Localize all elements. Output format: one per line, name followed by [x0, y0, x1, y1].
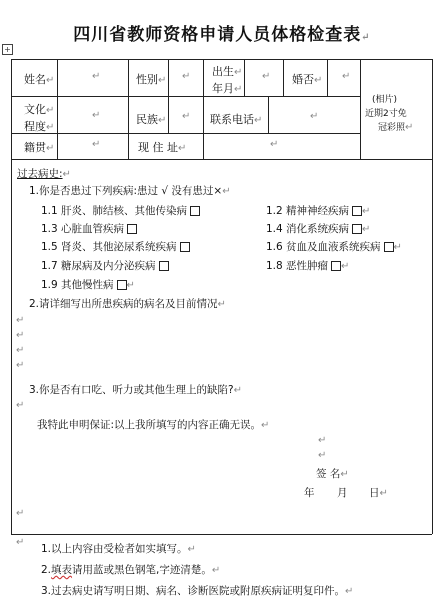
- disease-item[interactable]: 1.4 消化系统疾病 ↵: [266, 223, 371, 235]
- history-heading: 过去病史:↵: [17, 168, 71, 180]
- disease-item[interactable]: 1.5 肾炎、其他泌尿系统疾病: [41, 239, 190, 254]
- disease-item[interactable]: 1.6 贫血及血液系统疾病 ↵: [266, 241, 402, 253]
- proofing-underline: 填表: [51, 564, 73, 576]
- checkbox[interactable]: [190, 206, 200, 216]
- name-value[interactable]: ↵: [92, 71, 101, 82]
- birth-value[interactable]: ↵: [262, 71, 271, 82]
- blank-line[interactable]: ↵: [16, 315, 25, 326]
- checkbox[interactable]: [159, 261, 169, 271]
- education-label: 文化↵: [24, 103, 55, 116]
- photo-spec: 近期2寸免: [365, 109, 407, 119]
- page-title: 四川省教师资格申请人员体格检查表↵: [73, 25, 371, 45]
- declaration-text: 我特此申明保证:以上我所填写的内容正确无误。↵: [37, 419, 270, 431]
- marital-label: 婚否↵: [292, 73, 323, 86]
- name-label: 姓名↵: [24, 73, 55, 86]
- disease-item[interactable]: 1.1 肝炎、肺结核、其他传染病: [41, 203, 200, 218]
- education-label-2: 程度↵: [24, 120, 55, 133]
- q1-text: 1.你是否患过下列疾病:患过 √ 没有患过×↵: [29, 185, 231, 197]
- phone-value[interactable]: ↵: [310, 111, 319, 122]
- gender-value[interactable]: ↵: [182, 71, 191, 82]
- blank-line[interactable]: ↵: [16, 360, 25, 371]
- ethnicity-value[interactable]: ↵: [182, 111, 191, 122]
- blank-line[interactable]: ↵: [16, 400, 25, 411]
- checkbox[interactable]: [127, 224, 137, 234]
- origin-value[interactable]: ↵: [92, 139, 101, 150]
- disease-item[interactable]: 1.7 糖尿病及内分泌疾病: [41, 258, 169, 273]
- signature-label: 签 名↵: [316, 468, 349, 480]
- blank-line[interactable]: ↵: [16, 345, 25, 356]
- checkbox[interactable]: [331, 261, 341, 271]
- blank-line[interactable]: ↵: [16, 330, 25, 341]
- birth-label: 出生↵: [212, 65, 243, 78]
- birth-label-2: 年月↵: [212, 82, 243, 95]
- disease-item[interactable]: 1.2 精神神经疾病 ↵: [266, 205, 371, 217]
- paragraph-mark: ↵: [361, 32, 371, 43]
- address-label: 现 住 址↵: [138, 141, 187, 154]
- photo-spec-2: 冠彩照↵: [378, 122, 414, 133]
- q3-text: 3.你是否有口吃、听力或其他生理上的缺陷?↵: [29, 384, 242, 396]
- disease-item[interactable]: 1.8 恶性肿瘤 ↵: [266, 260, 350, 272]
- checkbox[interactable]: [180, 242, 190, 252]
- checkbox[interactable]: [352, 206, 362, 216]
- checkbox[interactable]: [384, 242, 394, 252]
- origin-label: 籍贯↵: [24, 141, 55, 154]
- education-value[interactable]: ↵: [92, 110, 101, 121]
- checkbox[interactable]: [352, 224, 362, 234]
- note-item: 2.填表请用蓝或黑色钢笔,字迹清楚。↵: [41, 564, 221, 576]
- disease-item[interactable]: 1.9 其他慢性病 ↵: [41, 279, 135, 291]
- disease-item[interactable]: 1.3 心脏血管疾病: [41, 221, 137, 236]
- blank-line: ↵: [318, 450, 327, 461]
- date-day: 日↵: [369, 487, 388, 499]
- date-year: 年: [304, 487, 315, 499]
- phone-label: 联系电话↵: [210, 113, 263, 126]
- ethnicity-label: 民族↵: [136, 113, 167, 126]
- marital-value[interactable]: ↵: [342, 71, 351, 82]
- blank-line[interactable]: ↵: [16, 508, 25, 519]
- checkbox[interactable]: [117, 280, 127, 290]
- date-month: 月: [337, 487, 348, 499]
- note-item: 1.以上内容由受检者如实填写。↵: [41, 543, 196, 555]
- blank-line: ↵: [318, 435, 327, 446]
- gender-label: 性别↵: [136, 73, 167, 86]
- photo-label: (相片): [372, 95, 398, 105]
- q2-text: 2.请详细写出所患疾病的病名及目前情况↵: [29, 298, 226, 310]
- note-item: 3.过去病史请写明日期、病名、诊断医院或附原疾病证明复印件。↵: [41, 585, 354, 597]
- table-move-handle[interactable]: +: [2, 44, 13, 55]
- blank-line: ↵: [16, 537, 25, 548]
- address-value[interactable]: ↵: [270, 139, 279, 150]
